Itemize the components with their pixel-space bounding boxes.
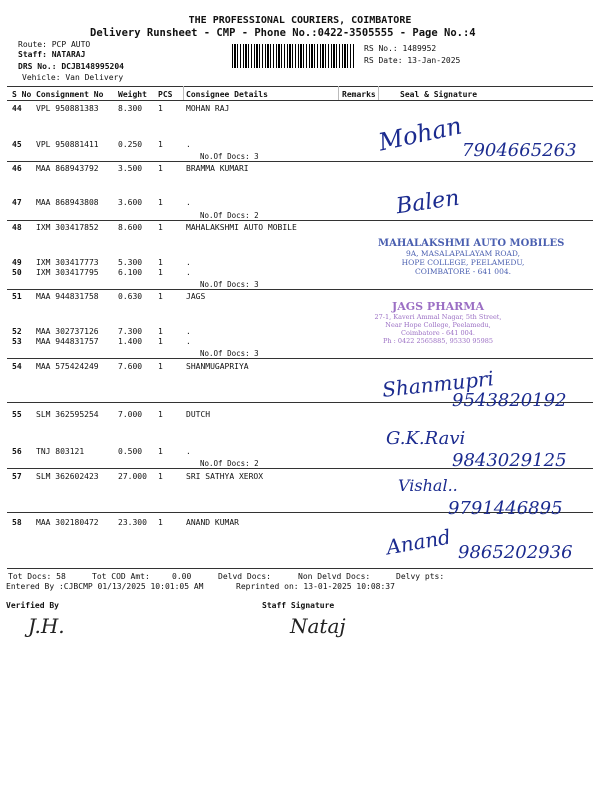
barcode	[232, 44, 354, 68]
col-consignment: Consignment No	[36, 90, 104, 99]
col-weight: Weight	[118, 90, 147, 99]
nodocs-label: No.Of Docs: 2	[200, 459, 259, 468]
jags-pharma-stamp: JAGS PHARMA 27-1, Kaveri Ammal Nagar, 5th Street, Near Hope College, Peelamedu, Coimbatore - 641 004. Ph : 0422 2565885, 95330 95985	[374, 300, 502, 345]
total-cod-value: 0.00	[172, 572, 192, 581]
rs-date: RS Date: 13-Jan-2025	[364, 56, 461, 65]
verified-signature: J.H.	[28, 614, 65, 638]
table-row: 53 MAA 944831757 1.400 1 .	[12, 337, 191, 346]
total-cod-label: Tot COD Amt:	[92, 572, 150, 581]
delivery-points: Delvy pts:	[396, 572, 445, 581]
table-row: 46 MAA 868943792 3.500 1 BRAMMA KUMARI	[12, 164, 249, 173]
table-row: 48 IXM 303417852 8.600 1 MAHALAKSHMI AUTO MOBILE	[12, 223, 297, 232]
table-row: 47 MAA 868943808 3.600 1 .	[12, 198, 191, 207]
total-docs: Tot Docs: 58	[8, 572, 66, 581]
drs-number: DRS No.: DCJB148995204	[18, 62, 124, 71]
table-row: 50 IXM 303417795 6.100 1 .	[12, 268, 191, 277]
staff-signature-label: Staff Signature	[262, 601, 335, 610]
signature: Balen	[394, 185, 461, 220]
table-header	[0, 90, 600, 100]
col-pcs: PCS	[158, 90, 173, 99]
table-row: 51 MAA 944831758 0.630 1 JAGS	[12, 292, 206, 301]
col-sno: S No	[12, 90, 32, 99]
col-consignee: Consignee Details	[186, 90, 268, 99]
mahalakshmi-stamp: MAHALAKSHMI AUTO MOBILES 9A, MASALAPALAYAM ROAD, HOPE COLLEGE, PEELAMEDU, COIMBATORE - 641 004.	[378, 238, 565, 276]
table-row: 57 SLM 362602423 27.000 1 SRI SATHYA XEROX	[12, 472, 264, 481]
col-seal: Seal & Signature	[400, 90, 478, 99]
table-row: 54 MAA 575424249 7.600 1 SHANMUGAPRIYA	[12, 362, 249, 371]
table-row: 44 VPL 950881383 8.300 1 MOHAN RAJ	[12, 104, 230, 113]
signature: Anand	[384, 524, 453, 560]
table-row: 58 MAA 302180472 23.300 1 ANAND KUMAR	[12, 518, 239, 527]
table-row: 52 MAA 302737126 7.300 1 .	[12, 327, 191, 336]
non-delivered-docs: Non Delvd Docs:	[298, 572, 371, 581]
company-title: THE PROFESSIONAL COURIERS, COIMBATORE	[188, 15, 412, 26]
nodocs-label: No.Of Docs: 3	[200, 349, 259, 358]
nodocs-label: No.Of Docs: 3	[200, 280, 259, 289]
nodocs-label: No.Of Docs: 3	[200, 152, 259, 161]
runsheet-subtitle: Delivery Runsheet - CMP - Phone No.:0422-3505555 - Page No.:4	[90, 27, 476, 39]
phone-handwritten: 9791446895	[448, 498, 563, 519]
verified-by-label: Verified By	[6, 601, 59, 610]
route: Route: PCP AUTO	[18, 40, 91, 49]
phone-handwritten: 9543820192	[452, 390, 567, 411]
delivered-docs: Delvd Docs:	[218, 572, 271, 581]
nodocs-label: No.Of Docs: 2	[200, 211, 259, 220]
staff: Staff: NATARAJ	[18, 50, 86, 59]
vehicle: Vehicle: Van Delivery	[22, 73, 124, 82]
phone-handwritten: 9865202936	[458, 542, 573, 563]
table-row: 56 TNJ 803121 0.500 1 .	[12, 447, 191, 456]
signature: Shanmupri	[381, 366, 495, 402]
signature: G.K.Ravi	[386, 428, 466, 449]
table-row: 49 IXM 303417773 5.300 1 .	[12, 258, 191, 267]
rs-number: RS No.: 1489952	[364, 44, 437, 53]
entered-by: Entered By :CJBCMP 01/13/2025 10:01:05 AM	[6, 582, 204, 591]
phone-handwritten: 9843029125	[452, 450, 567, 471]
table-row: 45 VPL 950881411 0.250 1 .	[12, 140, 191, 149]
table-row: 55 SLM 362595254 7.000 1 DUTCH	[12, 410, 211, 419]
signature: Vishal..	[398, 476, 458, 495]
staff-signature: Nataj	[290, 614, 346, 638]
reprinted-on: Reprinted on: 13-01-2025 10:08:37	[236, 582, 395, 591]
phone-handwritten: 7904665263	[462, 140, 577, 161]
signature: Mohan	[376, 111, 465, 157]
col-remarks: Remarks	[342, 90, 376, 99]
